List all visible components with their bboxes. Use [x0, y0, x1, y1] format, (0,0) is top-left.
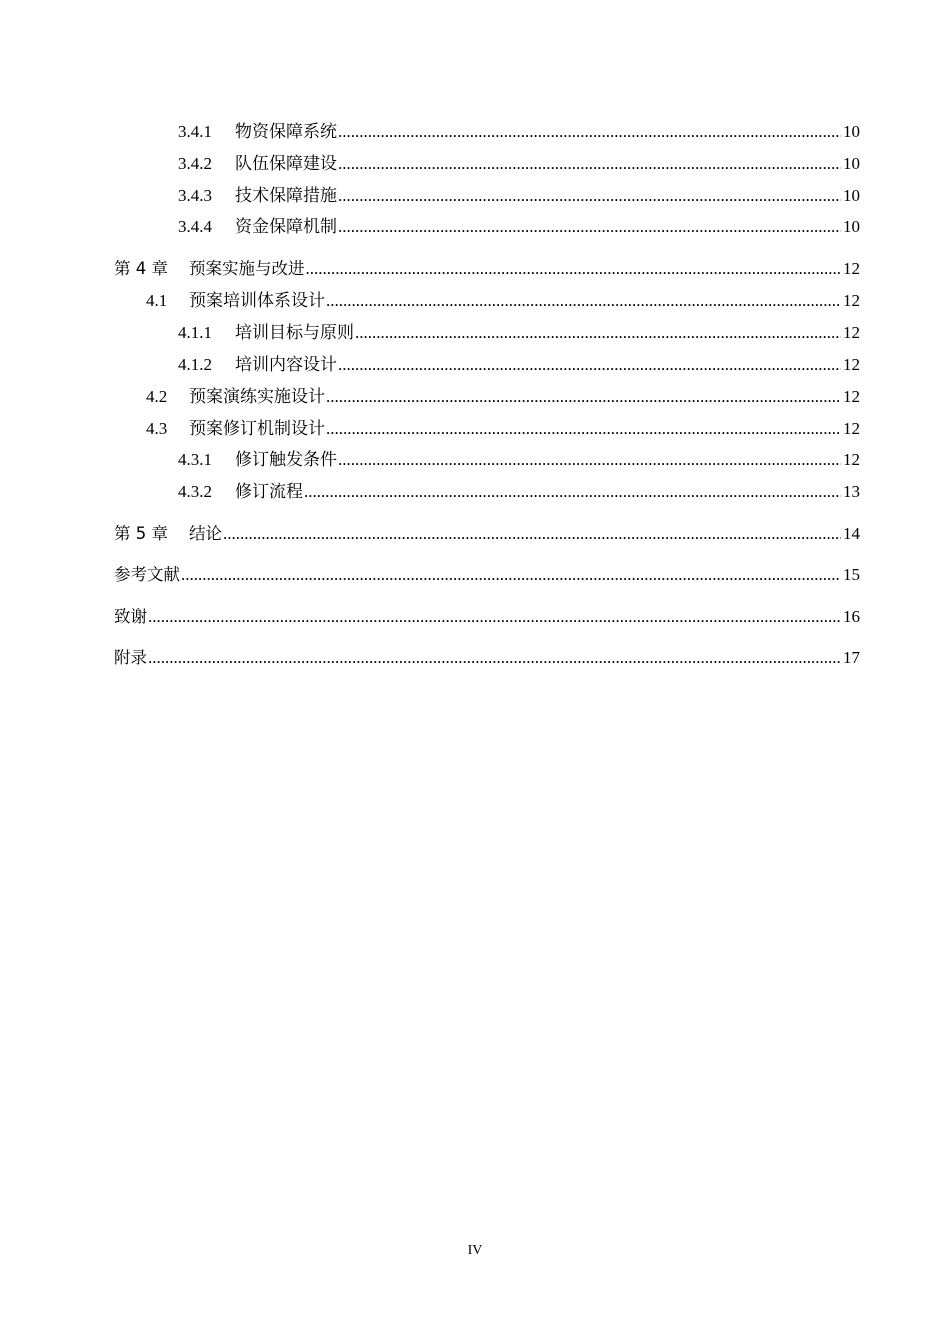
toc-entry-title: 物资保障系统 [235, 122, 337, 141]
toc-entry[interactable] [146, 385, 860, 409]
dot-leader [338, 353, 841, 377]
toc-entry[interactable] [114, 646, 860, 670]
toc-entry[interactable] [178, 152, 860, 176]
toc-entry-page: 12 [843, 387, 860, 406]
dot-leader [338, 184, 841, 208]
dot-leader [181, 563, 841, 587]
dot-leader [338, 448, 841, 472]
toc-entry-page: 17 [843, 648, 860, 667]
dot-leader [355, 321, 841, 345]
toc-entry-title: 预案实施与改进 [189, 259, 305, 278]
toc-entry[interactable] [178, 120, 860, 144]
toc-entry-page: 12 [843, 419, 860, 438]
toc-entry-page: 10 [843, 217, 860, 236]
toc-entry-title: 资金保障机制 [235, 217, 337, 236]
toc-entry-number: 4.1.2 [178, 355, 212, 374]
toc-entry[interactable] [146, 417, 860, 441]
toc-entry[interactable] [114, 563, 860, 587]
toc-entry-title: 修订流程 [235, 482, 303, 501]
dot-leader [326, 289, 841, 313]
toc-entry-page: 10 [843, 186, 860, 205]
toc-entry[interactable] [178, 448, 860, 472]
toc-entry-title: 技术保障措施 [235, 186, 337, 205]
toc-entry-number: 4.1.1 [178, 323, 212, 342]
toc-entry-number: 3.4.1 [178, 122, 212, 141]
toc-entry-number: 3.4.2 [178, 154, 212, 173]
toc-entry[interactable] [178, 353, 860, 377]
dot-leader [326, 417, 841, 441]
dot-leader [338, 152, 841, 176]
page-number-footer: IV [467, 1243, 483, 1258]
toc-entry-page: 16 [843, 607, 860, 626]
toc-entry-page: 12 [843, 291, 860, 310]
toc-entry-page: 13 [843, 482, 860, 501]
toc-entry-page: 12 [843, 323, 860, 342]
toc-entry[interactable] [114, 522, 860, 546]
toc-entry-number: 第 5 章 [114, 524, 168, 543]
dot-leader [338, 120, 841, 144]
toc-entry[interactable] [178, 184, 860, 208]
dot-leader [148, 605, 841, 629]
toc-entry-page: 15 [843, 565, 860, 584]
dot-leader [338, 215, 841, 239]
toc-entry-title: 参考文献 [114, 565, 180, 584]
toc-entry-number: 4.2 [146, 387, 168, 406]
toc-entry[interactable] [114, 605, 860, 629]
toc-entry-number: 3.4.3 [178, 186, 212, 205]
toc-entry[interactable] [114, 257, 860, 281]
toc-entry-title: 培训内容设计 [235, 355, 337, 374]
toc-entry-title: 预案演练实施设计 [189, 387, 325, 406]
toc-entry-number: 第 4 章 [114, 259, 168, 278]
toc-entry-page: 12 [843, 355, 860, 374]
toc-entry-page: 10 [843, 154, 860, 173]
toc-entry-title: 培训目标与原则 [235, 323, 354, 342]
toc-entry-number: 4.3.2 [178, 482, 212, 501]
toc-entry-page: 12 [843, 450, 860, 469]
toc-entry-number: 4.3.1 [178, 450, 212, 469]
toc-entry-title: 结论 [189, 524, 222, 543]
toc-entry-title: 预案修订机制设计 [189, 419, 325, 438]
toc-entry[interactable] [178, 215, 860, 239]
dot-leader [306, 257, 842, 281]
toc-entry-number: 4.1 [146, 291, 168, 310]
dot-leader [326, 385, 841, 409]
toc-entry[interactable] [178, 480, 860, 504]
toc-entry-title: 修订触发条件 [235, 450, 337, 469]
dot-leader [148, 646, 841, 670]
dot-leader [304, 480, 841, 504]
toc-entry-title: 预案培训体系设计 [189, 291, 325, 310]
dot-leader [223, 522, 841, 546]
toc-entry-page: 10 [843, 122, 860, 141]
toc-entry[interactable] [178, 321, 860, 345]
toc-entry[interactable] [146, 289, 860, 313]
toc-entry-title: 致谢 [114, 607, 147, 626]
toc-entry-title: 队伍保障建设 [235, 154, 337, 173]
toc-entry-title: 附录 [114, 648, 147, 667]
toc-entry-number: 3.4.4 [178, 217, 212, 236]
toc-entry-page: 14 [843, 524, 860, 543]
toc-entry-number: 4.3 [146, 419, 168, 438]
toc-entry-page: 12 [843, 259, 860, 278]
